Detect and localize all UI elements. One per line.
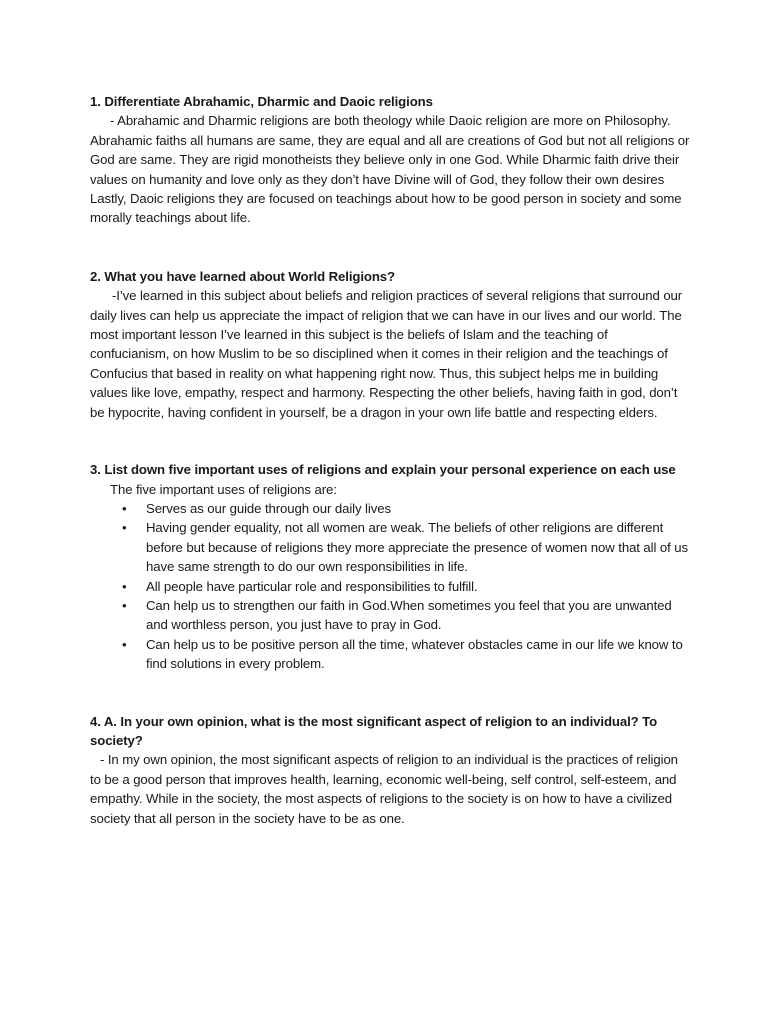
list-item-text: Can help us to be positive person all the time, whatever obstacles came in our life we know to find solutions in every problem. xyxy=(146,636,683,672)
bullet-icon: • xyxy=(122,520,127,536)
bullet-icon: • xyxy=(122,578,127,594)
list-item-text: Can help us to strengthen our faith in God.When sometimes you feel that you are unwanted and worthless person, you just have to pray in God. xyxy=(146,597,672,633)
question-1-title: 1. Differentiate Abrahamic, Dharmic and Daoic religions xyxy=(90,94,433,109)
question-2-title: 2. What you have learned about World Religions? xyxy=(90,268,396,284)
question-2 xyxy=(90,267,690,422)
question-1-answer: - Abrahamic and Dharmic religions are both theology while Daoic religion are more on Philosophy. Abrahamic faiths all humans are same, they are equal and all are creations of God but not all religions or God are same. They are rigid monotheists they believe only in one God. While Dharmic faith drive their values on humanity and love only as they don’t have Divine will of God, they follow their own desires Lastly, Daoic religions they are focused on teachings about how to be good person in society and some morally teachings about life. xyxy=(90,113,690,226)
list-item-text: Serves as our guide through our daily lives xyxy=(146,500,391,516)
question-4 xyxy=(90,712,690,828)
list-item xyxy=(90,577,690,596)
list-item xyxy=(90,635,690,674)
question-2-answer: -I’ve learned in this subject about beliefs and religion practices of several religions that surround our daily lives can help us appreciate the impact of religion that we can have in our lives and our world. The most important lesson I’ve learned in this subject is the beliefs of Islam and the teaching of confucianism, on how Muslim to be so disciplined when it comes in their religion and the teachings of Confucius that based in reality on what happening right now. Thus, this subject helps me in building values like love, empathy, respect and harmony. Respecting the other beliefs, having faith in god, don’t be hypocrite, having confident in yourself, be a dragon in your own life battle and respecting elders. xyxy=(90,288,683,420)
document-page xyxy=(90,92,690,828)
list-item-text: Having gender equality, not all women are weak. The beliefs of other religions are different before but because of religions they more appreciate the presence of women now that all of us have same strength to do our own responsibilities in life. xyxy=(146,520,688,575)
bullet-icon: • xyxy=(122,500,127,516)
question-3-title: 3. List down five important uses of religions and explain your personal experience on each use xyxy=(90,462,676,478)
bullet-icon: • xyxy=(122,636,127,652)
list-item xyxy=(90,499,690,518)
uses-list xyxy=(90,499,690,674)
bullet-icon: • xyxy=(122,597,127,613)
question-3-lead: The five important uses of religions are: xyxy=(110,481,337,497)
question-4-title: 4. A. In your own opinion, what is the most significant aspect of religion to an individual? To society? xyxy=(90,713,658,748)
question-3 xyxy=(90,460,690,673)
question-1 xyxy=(90,92,690,228)
list-item xyxy=(90,596,690,635)
list-item-text: All people have particular role and responsibilities to fulfill. xyxy=(146,578,478,594)
question-4-answer: - In my own opinion, the most significant aspects of religion to an individual is the practices of religion to be a good person that improves health, learning, economic well-being, self control, self-esteem, and empathy. While in the society, the most aspects of religions to the society is on how to have a civilized society that all person in the society have to be as one. xyxy=(90,752,678,826)
list-item xyxy=(90,518,690,576)
